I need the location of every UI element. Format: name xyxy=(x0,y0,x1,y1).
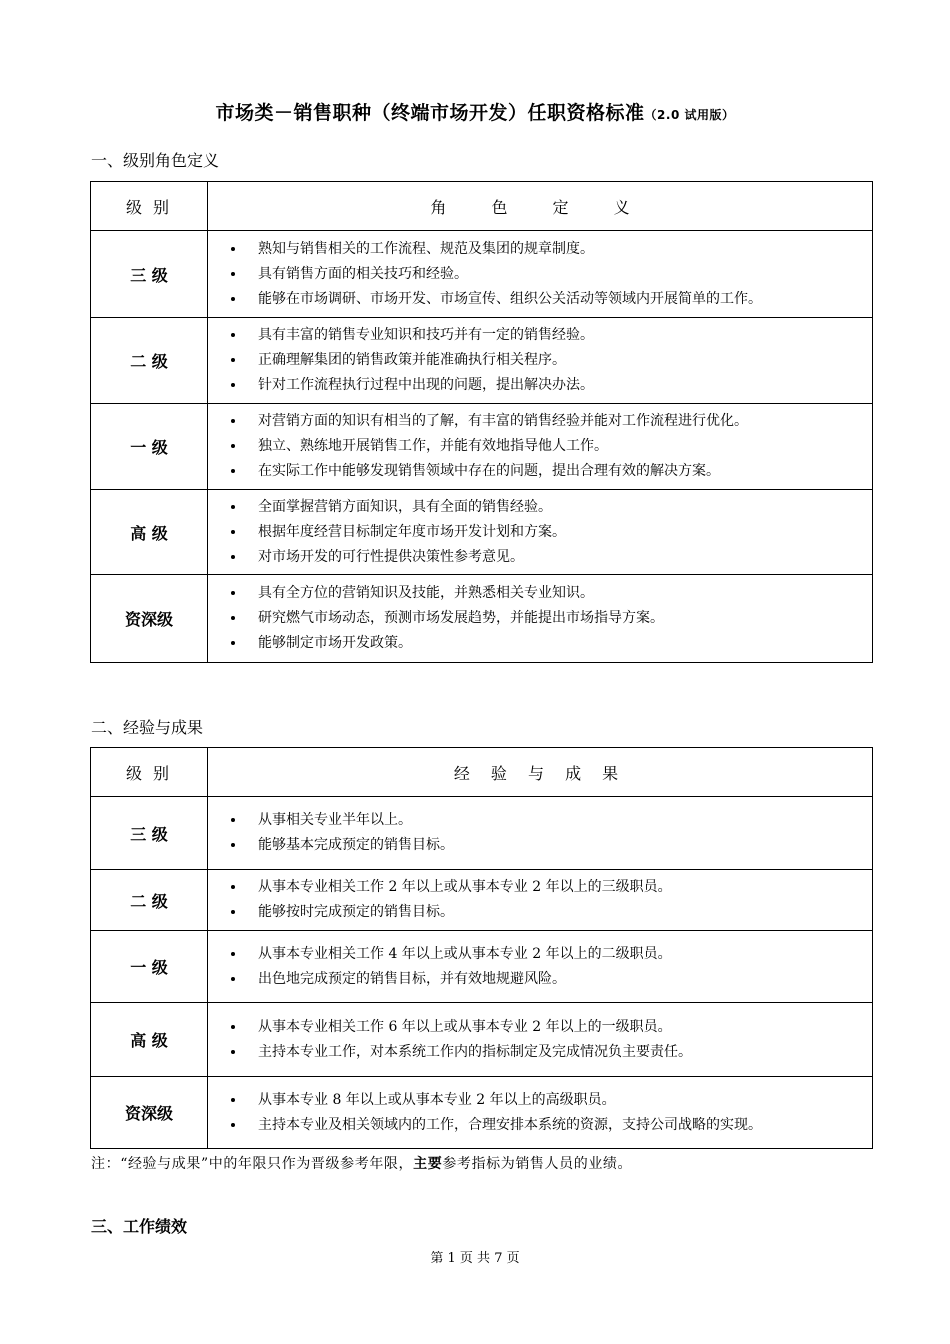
table-row xyxy=(91,931,873,1003)
list-item-text: 从事相关专业半年以上。 xyxy=(258,812,412,828)
list-item-text: 从事本专业相关工作 2 年以上或从事本专业 2 年以上的三级职员。 xyxy=(258,879,672,895)
table-row xyxy=(91,870,873,931)
list-item xyxy=(220,459,866,484)
list-item xyxy=(220,1040,866,1065)
list-item xyxy=(220,581,866,606)
table-row xyxy=(91,1077,873,1149)
description-cell xyxy=(208,575,873,663)
list-item-text: 独立、熟练地开展销售工作，并能有效地指导他人工作。 xyxy=(258,438,608,454)
bullet-list xyxy=(220,495,866,570)
list-item xyxy=(220,900,866,925)
table-row xyxy=(91,1003,873,1077)
bullet-icon xyxy=(231,247,235,251)
experience-note xyxy=(91,1153,632,1173)
list-item-text: 正确理解集团的销售政策并能准确执行相关程序。 xyxy=(258,352,566,368)
bullet-list xyxy=(220,875,866,925)
list-item xyxy=(220,833,866,858)
list-item xyxy=(220,942,866,967)
list-item-text: 具有丰富的销售专业知识和技巧并有一定的销售经验。 xyxy=(258,327,594,343)
bullet-list xyxy=(220,1088,866,1138)
list-item-text: 主持本专业及相关领域内的工作，合理安排本系统的资源，支持公司战略的实现。 xyxy=(258,1116,762,1133)
page-footer: 第 1 页 共 7 页 xyxy=(430,1251,520,1266)
bullet-icon xyxy=(231,977,235,981)
list-item-text: 能够按时完成预定的销售目标。 xyxy=(258,904,454,920)
bullet-icon xyxy=(231,555,235,559)
list-item xyxy=(220,287,866,312)
table-header-row xyxy=(91,748,873,797)
list-item xyxy=(220,237,866,262)
note-suffix: 参考指标为销售人员的业绩。 xyxy=(442,1156,633,1172)
list-item xyxy=(220,409,866,434)
list-item-text: 熟知与销售相关的工作流程、规范及集团的规章制度。 xyxy=(258,240,594,257)
list-item xyxy=(220,545,866,570)
description-cell xyxy=(208,490,873,575)
level-cell: 三 级 xyxy=(91,231,208,318)
list-item-text: 根据年度经营目标制定年度市场开发计划和方案。 xyxy=(258,523,566,540)
list-item xyxy=(220,1113,866,1138)
list-item xyxy=(220,434,866,459)
description-cell xyxy=(208,1003,873,1077)
description-cell xyxy=(208,318,873,404)
experience-table xyxy=(90,747,873,1149)
list-item-text: 全面掌握营销方面知识，具有全面的销售经验。 xyxy=(258,498,552,515)
bullet-list xyxy=(220,323,866,398)
description-cell xyxy=(208,797,873,870)
list-item-text: 研究燃气市场动态，预测市场发展趋势，并能提出市场指导方案。 xyxy=(258,610,664,626)
level-cell: 高 级 xyxy=(91,1003,208,1077)
table-row xyxy=(91,797,873,870)
list-item xyxy=(220,1088,866,1113)
bullet-icon xyxy=(231,1025,235,1029)
list-item xyxy=(220,1015,866,1040)
list-item xyxy=(220,967,866,992)
bullet-icon xyxy=(231,505,235,509)
note-prefix: 注：“经验与成果”中的年限只作为晋级参考年限， xyxy=(91,1156,414,1172)
bullet-icon xyxy=(231,419,235,423)
list-item-text: 具有销售方面的相关技巧和经验。 xyxy=(258,265,468,282)
list-item-text: 对营销方面的知识有相当的了解，有丰富的销售经验并能对工作流程进行优化。 xyxy=(258,413,748,429)
bullet-icon xyxy=(231,383,235,387)
level-cell: 二 级 xyxy=(91,870,208,931)
bullet-list xyxy=(220,942,866,992)
bullet-icon xyxy=(231,469,235,473)
list-item xyxy=(220,323,866,348)
bullet-list xyxy=(220,409,866,484)
list-item xyxy=(220,631,866,656)
section-heading-role-definition: 一、级别角色定义 xyxy=(91,151,220,170)
table-row xyxy=(91,490,873,575)
note-emphasis: 主要 xyxy=(413,1156,443,1172)
table-row xyxy=(91,231,873,318)
section-heading-performance: 三、工作绩效 xyxy=(91,1217,188,1236)
role-definition-table xyxy=(90,181,873,663)
bullet-icon xyxy=(231,952,235,956)
list-item-text: 针对工作流程执行过程中出现的问题，提出解决办法。 xyxy=(258,377,594,393)
list-item-text: 出色地完成预定的销售目标，并有效地规避风险。 xyxy=(258,970,566,987)
list-item-text: 从事本专业相关工作 6 年以上或从事本专业 2 年以上的一级职员。 xyxy=(258,1018,672,1035)
section-heading-experience: 二、经验与成果 xyxy=(91,718,204,737)
level-cell: 资深级 xyxy=(91,1077,208,1149)
list-item xyxy=(220,495,866,520)
list-item-text: 能够制定市场开发政策。 xyxy=(258,635,412,651)
list-item xyxy=(220,875,866,900)
list-item-text: 对市场开发的可行性提供决策性参考意见。 xyxy=(258,548,524,565)
column-header-role-definition: 角 色 定 义 xyxy=(208,182,873,231)
bullet-icon xyxy=(231,1098,235,1102)
description-cell xyxy=(208,931,873,1003)
title-version: （2.0 试用版） xyxy=(644,108,735,122)
bullet-icon xyxy=(231,444,235,448)
list-item xyxy=(220,520,866,545)
list-item xyxy=(220,262,866,287)
bullet-list xyxy=(220,237,866,312)
list-item-text: 主持本专业工作，对本系统工作内的指标制定及完成情况负主要责任。 xyxy=(258,1043,692,1060)
bullet-icon xyxy=(231,910,235,914)
document-title xyxy=(0,98,950,125)
table-row xyxy=(91,318,873,404)
description-cell xyxy=(208,404,873,490)
list-item-text: 具有全方位的营销知识及技能，并熟悉相关专业知识。 xyxy=(258,585,594,601)
bullet-list xyxy=(220,1015,866,1065)
column-header-level: 级 别 xyxy=(91,182,208,231)
title-main: 市场类－销售职种（终端市场开发）任职资格标准 xyxy=(215,102,645,124)
column-header-level: 级 别 xyxy=(91,748,208,797)
table-row xyxy=(91,404,873,490)
bullet-list xyxy=(220,581,866,656)
column-header-experience: 经 验 与 成 果 xyxy=(208,748,873,797)
bullet-icon xyxy=(231,616,235,620)
level-cell: 一 级 xyxy=(91,931,208,1003)
list-item xyxy=(220,606,866,631)
bullet-icon xyxy=(231,272,235,276)
bullet-icon xyxy=(231,1123,235,1127)
bullet-icon xyxy=(231,297,235,301)
bullet-list xyxy=(220,808,866,858)
level-cell: 三 级 xyxy=(91,797,208,870)
list-item xyxy=(220,348,866,373)
description-cell xyxy=(208,1077,873,1149)
bullet-icon xyxy=(231,641,235,645)
list-item-text: 从事本专业相关工作 4 年以上或从事本专业 2 年以上的二级职员。 xyxy=(258,945,672,962)
table-header-row xyxy=(91,182,873,231)
level-cell: 二 级 xyxy=(91,318,208,404)
bullet-icon xyxy=(231,530,235,534)
list-item-text: 能够基本完成预定的销售目标。 xyxy=(258,837,454,853)
description-cell xyxy=(208,870,873,931)
bullet-icon xyxy=(231,885,235,889)
bullet-icon xyxy=(231,843,235,847)
bullet-icon xyxy=(231,1050,235,1054)
level-cell: 一 级 xyxy=(91,404,208,490)
list-item xyxy=(220,373,866,398)
bullet-icon xyxy=(231,591,235,595)
description-cell xyxy=(208,231,873,318)
bullet-icon xyxy=(231,358,235,362)
list-item-text: 能够在市场调研、市场开发、市场宣传、组织公关活动等领域内开展简单的工作。 xyxy=(258,290,762,307)
level-cell: 资深级 xyxy=(91,575,208,663)
list-item-text: 从事本专业 8 年以上或从事本专业 2 年以上的高级职员。 xyxy=(258,1091,616,1108)
level-cell: 高 级 xyxy=(91,490,208,575)
table-row xyxy=(91,575,873,663)
bullet-icon xyxy=(231,818,235,822)
list-item-text: 在实际工作中能够发现销售领域中存在的问题，提出合理有效的解决方案。 xyxy=(258,463,720,479)
bullet-icon xyxy=(231,333,235,337)
list-item xyxy=(220,808,866,833)
